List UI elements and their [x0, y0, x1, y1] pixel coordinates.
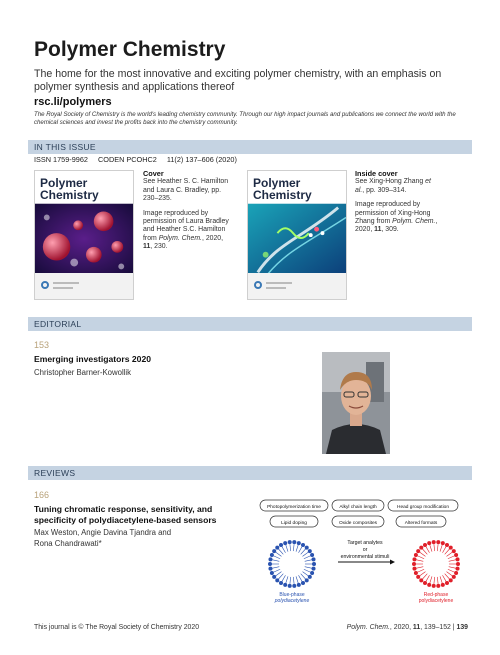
red-phase-label: polydiacetylene [418, 598, 454, 604]
lipid-tail [290, 577, 291, 584]
lipid-head [449, 546, 453, 550]
lipid-head [414, 571, 418, 575]
lipid-head [270, 553, 274, 557]
lipid-head [275, 578, 279, 582]
cover-image[interactable] [34, 170, 134, 300]
lipid-tail [301, 549, 306, 554]
lipid-head [449, 578, 453, 582]
coden: CODEN PCOHC2 [98, 155, 157, 164]
svg-text:Photopolymerization time: Photopolymerization time [267, 504, 321, 510]
issn-line [34, 155, 245, 164]
lipid-head [441, 583, 445, 587]
lipid-head [412, 562, 416, 566]
lipid-tail [420, 552, 426, 556]
inside-cover-footer [248, 273, 346, 299]
lipid-head [419, 546, 423, 550]
lipid-tail [420, 572, 426, 576]
blue-phase-label: polydiacetylene [274, 598, 310, 604]
lipid-tail [286, 576, 288, 583]
lipid-tail [426, 547, 430, 553]
lipid-head [456, 562, 460, 566]
lipid-head [268, 567, 272, 571]
lipid-tail [274, 569, 280, 572]
cover-artwork [35, 203, 133, 275]
blue-phase-vesicle [268, 540, 316, 588]
section-bar-editorial: EDITORIAL [28, 317, 472, 331]
lipid-head [445, 581, 449, 585]
graphic-box [270, 516, 318, 527]
lipid-tail [279, 574, 284, 579]
footer-copyright: This journal is © The Royal Society of Chemistry 2020 [34, 624, 200, 631]
review-page-number: 166 [34, 490, 50, 500]
lipid-head [283, 583, 287, 587]
lipid-tail [434, 577, 435, 584]
lipid-head [416, 575, 420, 579]
rsc-blurb: The Royal Society of Chemistry is the world's leading chemistry community. Through our high impact journals and publications we connect the world with the chemical sciences and invest the profits back into the chemistry community. [34, 111, 456, 126]
stimuli-label: Target analytes [347, 540, 383, 546]
lipid-tail [301, 574, 306, 579]
lipid-tail [272, 567, 279, 568]
lipid-tail [304, 569, 310, 572]
lipid-head [427, 541, 431, 545]
graphic-box [260, 500, 328, 511]
lipid-tail [293, 577, 294, 584]
lipid-head [279, 581, 283, 585]
cover-caption-title: Cover [143, 169, 164, 178]
lipid-tail [416, 567, 423, 568]
lipid-head [432, 540, 436, 544]
cover-caption-body: See Heather S. C. Hamilton and Laura C. Bradley, pp. 230–235. [143, 178, 229, 203]
lipid-head [292, 584, 296, 588]
lipid-head [310, 553, 314, 557]
cover-credit: Image reproduced by permission of Laura Bradley and Heather S.C. Hamilton from Polym. Chem., 2020, 11, 230. [143, 209, 229, 251]
lipid-head [312, 567, 316, 571]
lipid-tail [434, 544, 435, 551]
lipid-tail [290, 544, 291, 551]
lipid-head [414, 553, 418, 557]
lipid-tail [423, 574, 428, 579]
lipid-tail [418, 556, 424, 559]
lipid-tail [304, 556, 310, 559]
svg-text:Alkyl chain length: Alkyl chain length [339, 504, 377, 510]
rsc-logo-icon [254, 281, 262, 289]
lipid-head [308, 575, 312, 579]
lipid-tail [426, 575, 430, 581]
lipid-head [292, 540, 296, 544]
lipid-tail [437, 577, 438, 584]
lipid-tail [299, 547, 303, 553]
editorial-page-number: 153 [34, 340, 50, 350]
lipid-tail [443, 575, 447, 581]
lipid-head [305, 546, 309, 550]
footer-citation: Polym. Chem., 2020, 11, 139–152 | 139 [346, 624, 468, 631]
stimuli-label: environmental stimuli [340, 554, 390, 560]
lipid-tail [447, 572, 453, 576]
svg-text:Altered formats: Altered formats [404, 520, 438, 526]
lipid-head [288, 540, 292, 544]
red-phase-vesicle [412, 540, 460, 588]
lipid-tail [418, 569, 424, 572]
issn: ISSN 1759-9962 [34, 155, 88, 164]
inside-cover-artwork [248, 203, 346, 275]
page-number: 139 [456, 624, 468, 631]
lipid-tail [272, 560, 279, 561]
lipid-tail [448, 556, 454, 559]
volume-info: 11(2) 137–606 (2020) [166, 155, 237, 164]
lipid-head [423, 543, 427, 547]
inside-cover-caption [355, 170, 441, 235]
lipid-head [312, 557, 316, 561]
lipid-tail [449, 560, 456, 561]
lipid-head [452, 575, 456, 579]
lipid-tail [443, 547, 447, 553]
lipid-head [283, 541, 287, 545]
svg-text:Oxide composites: Oxide composites [338, 520, 378, 526]
rsc-logo-icon [41, 281, 49, 289]
lipid-head [454, 571, 458, 575]
svg-text:Lipid doping: Lipid doping [281, 520, 307, 526]
lipid-head [412, 557, 416, 561]
lipid-head [308, 549, 312, 553]
lipid-head [419, 578, 423, 582]
lipid-tail [423, 549, 428, 554]
lipid-tail [276, 552, 282, 556]
review-title[interactable]: Tuning chromatic response, sensitivity, and specificity of polydiacetylene-based sensors [34, 504, 217, 525]
lipid-tail [440, 545, 442, 552]
lipid-tail [303, 572, 309, 576]
lipid-head [268, 562, 272, 566]
lipid-head [445, 543, 449, 547]
arrow-head-icon [390, 560, 395, 565]
lipid-head [416, 549, 420, 553]
section-bar-reviews: REVIEWS [28, 466, 472, 480]
review-toc-graphic [258, 496, 472, 608]
inside-cover-caption-body: See Xing-Hong Zhang et al., pp. 309–314. [355, 178, 431, 194]
lipid-head [305, 578, 309, 582]
lipid-tail [440, 576, 442, 583]
lipid-tail [279, 549, 284, 554]
lipid-head [288, 584, 292, 588]
lipid-head [436, 540, 440, 544]
lipid-tail [445, 574, 450, 579]
lipid-head [432, 584, 436, 588]
author-photo [322, 352, 390, 454]
inside-cover-caption-title: Inside cover [355, 169, 398, 178]
lipid-tail [445, 549, 450, 554]
lipid-tail [416, 560, 423, 561]
cover-caption [143, 170, 229, 252]
red-phase-label: Red-phase [423, 592, 449, 598]
lipid-tail [276, 572, 282, 576]
cover-masthead: Polymer Chemistry [40, 176, 99, 202]
lipid-head [301, 543, 305, 547]
inside-cover-image[interactable] [247, 170, 347, 300]
lipid-head [441, 541, 445, 545]
lipid-tail [430, 545, 432, 552]
lipid-tail [448, 569, 454, 572]
lipid-tail [449, 567, 456, 568]
lipid-head [297, 583, 301, 587]
lipid-tail [299, 575, 303, 581]
lipid-head [279, 543, 283, 547]
lipid-tail [296, 545, 298, 552]
stimuli-label: or [362, 547, 368, 553]
lipid-head [275, 546, 279, 550]
editorial-authors: Christopher Barner-Kowollik [34, 368, 132, 377]
graphic-box [332, 500, 384, 511]
lipid-head [310, 571, 314, 575]
lipid-tail [430, 576, 432, 583]
lipid-head [452, 549, 456, 553]
lipid-tail [305, 560, 312, 561]
lipid-tail [282, 547, 286, 553]
lipid-tail [447, 552, 453, 556]
lipid-tail [282, 575, 286, 581]
lipid-head [454, 553, 458, 557]
inside-cover-masthead: Polymer Chemistry [253, 176, 312, 202]
review-authors: Max Weston, Angie Davina Tjandra and Rona Chandrawati* [34, 528, 172, 548]
editorial-title[interactable]: Emerging investigators 2020 [34, 354, 152, 364]
journal-tagline: The home for the most innovative and exciting polymer chemistry, with an emphasis on polymer synthesis and applications thereof [34, 68, 442, 93]
graphic-box [332, 516, 384, 527]
lipid-head [297, 541, 301, 545]
lipid-tail [286, 545, 288, 552]
blue-phase-label: Blue-phase [279, 592, 305, 598]
lipid-head [268, 557, 272, 561]
graphic-box [396, 516, 446, 527]
lipid-tail [305, 567, 312, 568]
svg-text:Head group modification: Head group modification [397, 504, 449, 510]
cover-footer [35, 273, 133, 299]
lipid-tail [303, 552, 309, 556]
lipid-head [436, 584, 440, 588]
lipid-head [272, 549, 276, 553]
journal-title: Polymer Chemistry [34, 38, 226, 61]
lipid-head [312, 562, 316, 566]
lipid-tail [293, 544, 294, 551]
lipid-tail [437, 544, 438, 551]
lipid-head [270, 571, 274, 575]
section-bar-in-this-issue: IN THIS ISSUE [28, 140, 472, 154]
lipid-head [456, 557, 460, 561]
lipid-head [412, 567, 416, 571]
lipid-tail [274, 556, 280, 559]
lipid-tail [296, 576, 298, 583]
journal-link[interactable]: rsc.li/polymers [34, 96, 112, 108]
graphic-box [388, 500, 458, 511]
inside-cover-credit: Image reproduced by permission of Xing-Hong Zhang from Polym. Chem., 2020, 11, 309. [355, 201, 438, 234]
lipid-head [423, 581, 427, 585]
lipid-head [301, 581, 305, 585]
lipid-head [456, 567, 460, 571]
lipid-head [427, 583, 431, 587]
lipid-head [272, 575, 276, 579]
